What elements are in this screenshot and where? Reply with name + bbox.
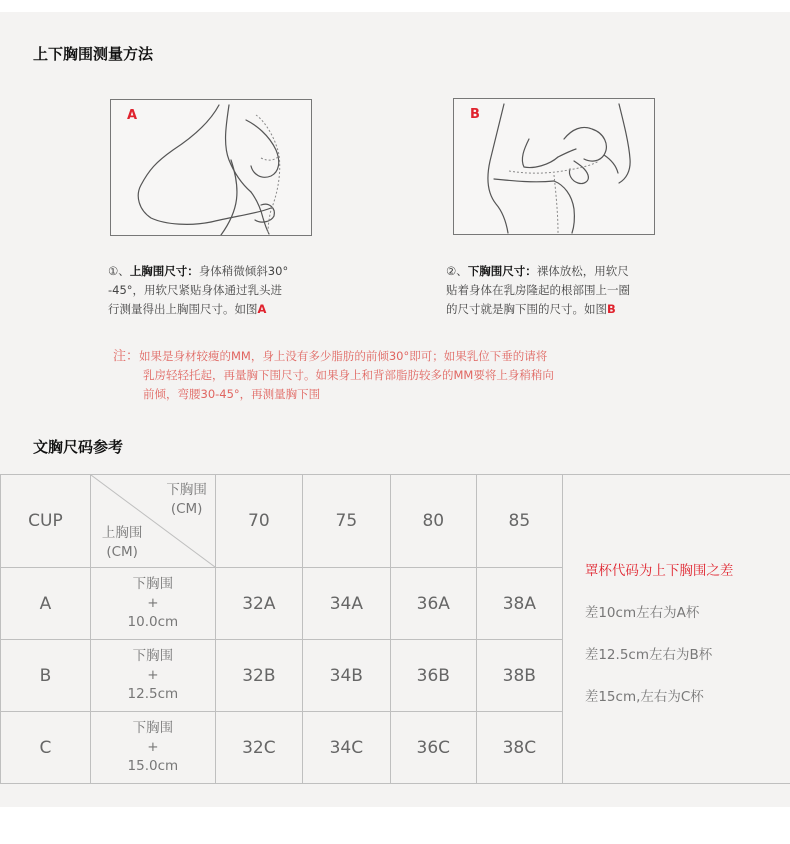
size-cell: 32C [215,712,302,784]
description-b-text1: 裸体放松，用软尺 [536,264,629,278]
section-title-measure: 上下胸围测量方法 [33,45,154,63]
description-a-line2: -45°，用软尺紧贴身体通过乳头进 [108,283,283,297]
diagonal-header-cell [90,475,215,568]
figure-a-illustration [111,100,311,235]
note-text1: 如果是身材较瘦的MM，身上没有多少脂肪的前倾30°即可；如果乳位下垂的请将 [139,349,548,363]
figure-a [110,99,312,236]
size-cell: 32B [215,640,302,712]
formula-diff: 10.0cm [127,614,179,630]
figure-b-illustration [454,99,654,234]
description-a-heading: 上胸围尺寸： [129,264,199,278]
cup-code-c: 差15cm,左右为C杯 [584,689,704,705]
table-header-row [1,475,790,568]
cup-label: C [1,712,91,784]
cup-code-notes [562,475,790,784]
description-a-text1: 身体稍微倾斜30° [198,264,289,278]
note-line2: 乳房轻轻托起，再量胸下围尺寸。如果身上和背部脂肪较多的MM要将上身稍稍向 [143,368,554,382]
section-title-size-chart: 文胸尺码参考 [33,438,124,456]
size-cell: 36B [390,640,476,712]
formula-base: 下胸围 [132,648,174,664]
formula-plus: + [147,595,159,611]
formula-diff: 12.5cm [127,686,179,702]
note-mark: 注： [113,349,140,364]
cup-label: B [1,640,91,712]
description-a-line1 [108,262,338,281]
measurement-note [113,347,673,404]
description-a-text3: 行测量得出上胸围尺寸。如图 [108,302,258,316]
over-bust-label: 上胸围 [101,525,143,541]
cup-code-b: 差12.5cm左右为B杯 [584,647,713,663]
diagonal-header-over [102,524,143,562]
formula-base: 下胸围 [132,720,174,736]
figure-b [453,98,655,235]
figure-b-tag: B [470,107,480,122]
cup-code-a: 差10cm左右为A杯 [584,605,700,621]
description-b-ref: B [607,302,616,316]
under-size-85: 85 [476,475,562,568]
under-size-70: 70 [215,475,302,568]
cup-formula [90,712,215,784]
description-b [446,262,686,319]
size-cell: 38B [476,640,562,712]
size-cell: 36C [390,712,476,784]
description-a-ref: A [257,302,267,316]
formula-base: 下胸围 [132,576,174,592]
size-cell: 34C [302,712,390,784]
over-bust-unit: (CM) [106,544,138,560]
description-a [108,262,338,319]
diagonal-header [91,475,215,567]
under-size-80: 80 [390,475,476,568]
description-a-number: ①、 [108,264,130,278]
description-b-line2: 贴着身体在乳房隆起的根部围上一圈 [446,283,630,297]
formula-plus: + [147,667,159,683]
figure-a-tag: A [127,108,138,123]
description-b-heading: 下胸围尺寸： [467,264,537,278]
under-bust-label: 下胸围 [166,482,207,498]
cup-formula [90,640,215,712]
size-cell: 34B [302,640,390,712]
formula-diff: 15.0cm [127,758,179,774]
description-b-number: ②、 [446,264,468,278]
description-b-line3 [446,300,686,319]
cup-header: CUP [1,475,91,568]
description-b-line1 [446,262,686,281]
cup-formula [90,568,215,640]
size-cell: 38A [476,568,562,640]
size-cell: 36A [390,568,476,640]
under-size-75: 75 [302,475,390,568]
cup-code-title: 罩杯代码为上下胸围之差 [584,563,734,579]
note-line1 [113,347,673,366]
description-b-text3: 的尺寸就是胸下围的尺寸。如图 [446,302,607,316]
note-line3: 前倾，弯腰30-45°，再测量胸下围 [143,387,321,401]
under-bust-unit: (CM) [170,501,203,517]
description-a-line3 [108,300,338,319]
size-cell: 34A [302,568,390,640]
size-cell: 32A [215,568,302,640]
formula-plus: + [147,739,159,755]
size-chart-table [0,474,790,784]
size-cell: 38C [476,712,562,784]
diagonal-header-under [166,481,207,519]
cup-label: A [1,568,91,640]
